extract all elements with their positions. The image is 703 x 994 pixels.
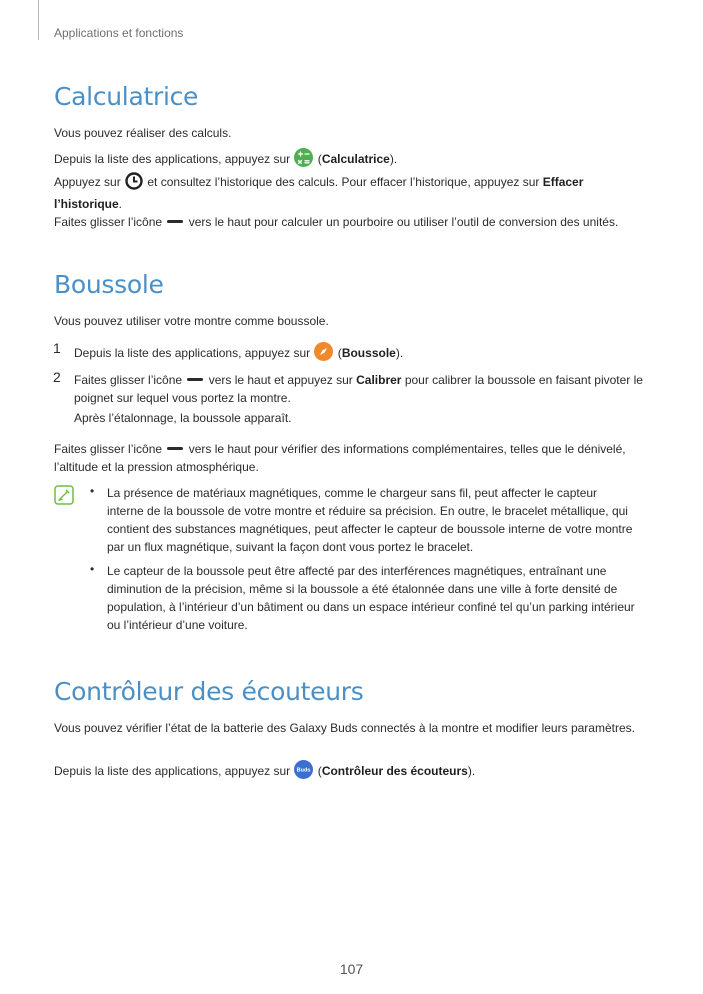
calculator-heading: Calculatrice: [54, 82, 199, 111]
buds-open-instruction: Depuis la liste des applications, appuyez sur Buds (Contrôleur des écouteurs).: [54, 760, 654, 784]
calculator-open-instruction: Depuis la liste des applications, appuyez sur (Calculatrice).: [54, 148, 654, 172]
history-clock-icon: [125, 172, 143, 195]
compass-step-1: Depuis la liste des applications, appuyez sur (Boussole).: [74, 342, 654, 366]
compass-app-icon: [314, 342, 333, 366]
buds-intro: Vous pouvez vérifier l’état de la batterie des Galaxy Buds connectés à la montre et modifier leurs paramètres.: [54, 721, 635, 735]
svg-text:Buds: Buds: [297, 767, 311, 774]
calculator-app-icon: [294, 148, 313, 172]
buds-app-icon: [294, 760, 313, 784]
bullet-marker: •: [90, 562, 95, 576]
step-number: 1: [53, 340, 61, 356]
swipe-handle-icon: [167, 447, 183, 450]
compass-note-2: Le capteur de la boussole peut être affecté par des interférences magnétiques, entraînant une diminution de la précision, même si la boussole a été étalonnée dans une ville à forte densité de population, à l’intérieur d’un bâtiment ou dans un espace intérieur confiné tel qu’un parking intérieur ou l’intérieur d’une voiture.: [107, 564, 635, 632]
compass-note-1: La présence de matériaux magnétiques, comme le chargeur sans fil, peut affecter le capteur interne de la boussole de votre montre et réduire sa précision. En outre, le bracelet métallique, qui contient des substances magnétiques, peut affecter le capteur de boussole interne de votre montre par un flux magnétique, suivant la façon dont vous portez le bracelet.: [107, 486, 633, 554]
bullet-marker: •: [90, 484, 95, 498]
compass-heading: Boussole: [54, 270, 164, 299]
swipe-handle-icon: [167, 220, 183, 223]
page-margin-rule: [38, 0, 39, 40]
buds-heading: Contrôleur des écouteurs: [54, 677, 364, 706]
compass-step-2-result: Après l’étalonnage, la boussole apparaît.: [74, 411, 292, 425]
compass-intro: Vous pouvez utiliser votre montre comme boussole.: [54, 314, 329, 328]
calculator-history-instruction: Appuyez sur et consultez l’historique des calculs. Pour effacer l’historique, appuyez sur Effacer l’historique.: [54, 172, 654, 213]
swipe-handle-icon: [187, 378, 203, 381]
step-number: 2: [53, 369, 61, 385]
page-number: 107: [339, 961, 364, 977]
running-header: Applications et fonctions: [54, 26, 184, 40]
compass-step-2: Faites glisser l’icône vers le haut et appuyez sur Calibrer pour calibrer la boussole en faisant pivoter le poignet sur lequel vous portez la montre.: [74, 373, 643, 405]
note-pencil-icon: [54, 485, 74, 510]
calculator-intro: Vous pouvez réaliser des calculs.: [54, 126, 232, 140]
compass-info-instruction: Faites glisser l’icône vers le haut pour vérifier des informations complémentaires, telles que le dénivelé, l’altitude et la pression atmosphérique.: [54, 442, 626, 474]
calculator-tip-instruction: Faites glisser l’icône vers le haut pour calculer un pourboire ou utiliser l’outil de conversion des unités.: [54, 215, 619, 229]
